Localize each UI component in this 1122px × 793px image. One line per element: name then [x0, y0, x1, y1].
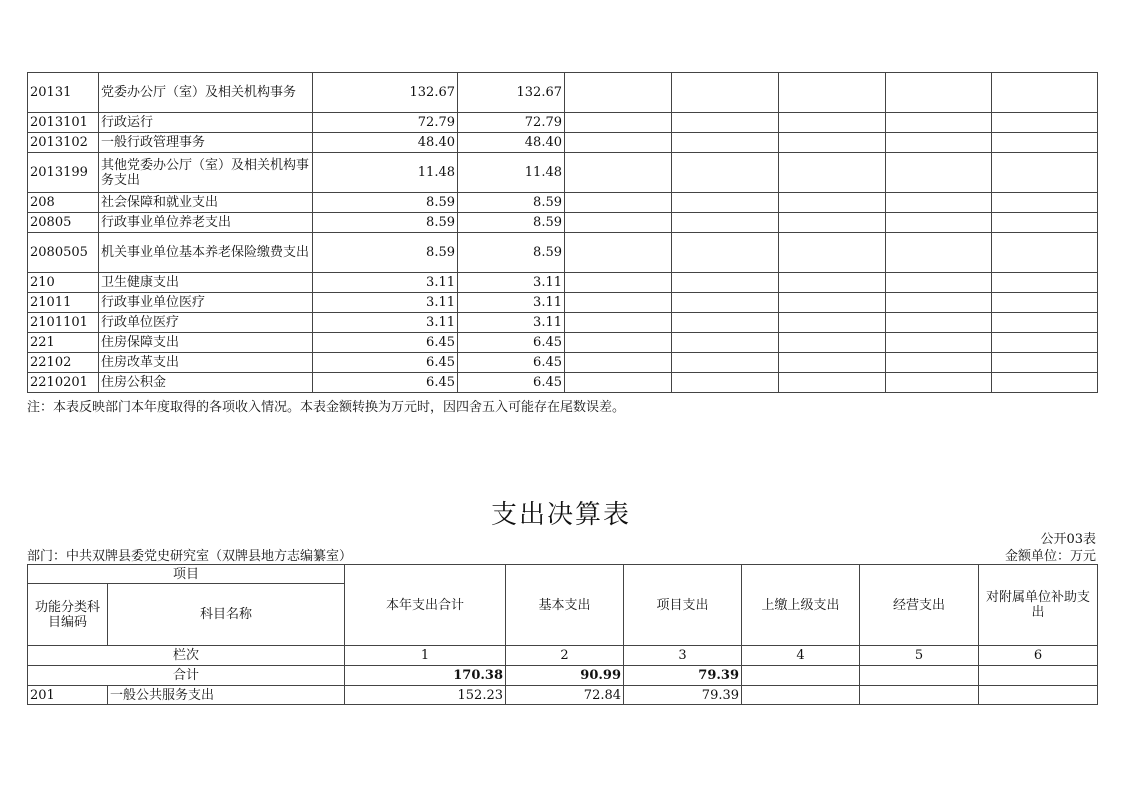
empty-cell: [992, 213, 1098, 233]
empty-cell: [565, 73, 672, 113]
header-code: 功能分类科目编码: [28, 584, 108, 646]
table-row: [28, 686, 1098, 705]
total-subsidy: [979, 666, 1098, 686]
empty-cell: [672, 293, 779, 313]
empty-cell: [886, 133, 992, 153]
empty-cell: [779, 233, 886, 273]
row-name: 一般公共服务支出: [108, 686, 345, 705]
empty-cell: [992, 193, 1098, 213]
row-code: 221: [28, 333, 99, 353]
empty-cell: [565, 153, 672, 193]
row-name: 行政单位医疗: [99, 313, 313, 333]
seq-number: 3: [624, 646, 742, 666]
table-row: [28, 333, 1098, 353]
row-code: 21011: [28, 293, 99, 313]
row-basic: 8.59: [458, 213, 565, 233]
empty-cell: [565, 333, 672, 353]
row-name: 党委办公厅（室）及相关机构事务: [99, 73, 313, 113]
row-name: 住房改革支出: [99, 353, 313, 373]
empty-cell: [565, 213, 672, 233]
report-title: 支出决算表: [490, 500, 631, 530]
empty-cell: [992, 233, 1098, 273]
row-code: 208: [28, 193, 99, 213]
row-basic: 72.84: [506, 686, 624, 705]
table-row: [28, 293, 1098, 313]
row-name: 机关事业单位基本养老保险缴费支出: [99, 233, 313, 273]
row-basic: 8.59: [458, 193, 565, 213]
empty-cell: [886, 213, 992, 233]
header-subsidy: 对附属单位补助支出: [979, 565, 1098, 646]
empty-cell: [886, 73, 992, 113]
empty-cell: [992, 273, 1098, 293]
table-row: [28, 193, 1098, 213]
row-business: [860, 686, 979, 705]
empty-cell: [672, 133, 779, 153]
row-name: 一般行政管理事务: [99, 133, 313, 153]
empty-cell: [992, 353, 1098, 373]
row-total: 3.11: [313, 293, 458, 313]
row-code: 2013102: [28, 133, 99, 153]
row-total: 8.59: [313, 193, 458, 213]
row-basic: 72.79: [458, 113, 565, 133]
row-project: 79.39: [624, 686, 742, 705]
income-detail-table: [27, 72, 1098, 393]
table-row: [28, 113, 1098, 133]
row-code: 20131: [28, 73, 99, 113]
empty-cell: [672, 353, 779, 373]
empty-cell: [886, 293, 992, 313]
header-item: 项目: [28, 565, 345, 584]
empty-cell: [672, 213, 779, 233]
row-name: 行政运行: [99, 113, 313, 133]
row-name: 行政事业单位养老支出: [99, 213, 313, 233]
empty-cell: [886, 193, 992, 213]
empty-cell: [992, 313, 1098, 333]
row-code: 2101101: [28, 313, 99, 333]
expenditure-table: [27, 564, 1098, 705]
empty-cell: [886, 273, 992, 293]
empty-cell: [779, 73, 886, 113]
row-basic: 3.11: [458, 313, 565, 333]
empty-cell: [672, 333, 779, 353]
empty-cell: [779, 353, 886, 373]
row-basic: 8.59: [458, 233, 565, 273]
empty-cell: [565, 133, 672, 153]
row-total: 3.11: [313, 313, 458, 333]
empty-cell: [565, 313, 672, 333]
empty-cell: [779, 113, 886, 133]
empty-cell: [992, 73, 1098, 113]
row-basic: 11.48: [458, 153, 565, 193]
empty-cell: [565, 113, 672, 133]
row-name: 住房公积金: [99, 373, 313, 393]
empty-cell: [992, 373, 1098, 393]
row-basic: 6.45: [458, 333, 565, 353]
row-total: 3.11: [313, 273, 458, 293]
empty-cell: [886, 113, 992, 133]
row-code: 2080505: [28, 233, 99, 273]
table-row: [28, 213, 1098, 233]
row-total: 152.23: [345, 686, 506, 705]
row-total: 132.67: [313, 73, 458, 113]
row-total: 8.59: [313, 213, 458, 233]
total-upper: [742, 666, 860, 686]
row-total: 48.40: [313, 133, 458, 153]
table-row: [28, 153, 1098, 193]
row-code: 2013101: [28, 113, 99, 133]
table-note: 注：本表反映部门本年度取得的各项收入情况。本表金额转换为万元时，因四舍五入可能存在尾数误差。: [27, 400, 626, 415]
empty-cell: [565, 373, 672, 393]
empty-cell: [886, 153, 992, 193]
header-business: 经营支出: [860, 565, 979, 646]
empty-cell: [565, 293, 672, 313]
row-total: 6.45: [313, 333, 458, 353]
total-label: 合计: [28, 666, 345, 686]
table-row: [28, 353, 1098, 373]
empty-cell: [779, 193, 886, 213]
table-row: [28, 313, 1098, 333]
seq-number: 4: [742, 646, 860, 666]
row-basic: 3.11: [458, 273, 565, 293]
row-name: 住房保障支出: [99, 333, 313, 353]
table-row: [28, 133, 1098, 153]
empty-cell: [565, 193, 672, 213]
total-business: [860, 666, 979, 686]
empty-cell: [779, 333, 886, 353]
table-row: [28, 273, 1098, 293]
empty-cell: [672, 193, 779, 213]
empty-cell: [886, 373, 992, 393]
total-project: 79.39: [624, 666, 742, 686]
row-total: 6.45: [313, 353, 458, 373]
table-row: [28, 233, 1098, 273]
seq-number: 6: [979, 646, 1098, 666]
empty-cell: [779, 213, 886, 233]
empty-cell: [565, 233, 672, 273]
row-basic: 48.40: [458, 133, 565, 153]
table-row: [28, 373, 1098, 393]
row-code: 201: [28, 686, 108, 705]
row-basic: 6.45: [458, 373, 565, 393]
header-project: 项目支出: [624, 565, 742, 646]
empty-cell: [565, 273, 672, 293]
row-code: 22102: [28, 353, 99, 373]
empty-cell: [779, 313, 886, 333]
empty-cell: [779, 373, 886, 393]
empty-cell: [886, 353, 992, 373]
empty-cell: [779, 273, 886, 293]
row-total: 11.48: [313, 153, 458, 193]
empty-cell: [886, 233, 992, 273]
empty-cell: [992, 133, 1098, 153]
seq-number: 2: [506, 646, 624, 666]
row-code: 20805: [28, 213, 99, 233]
row-basic: 6.45: [458, 353, 565, 373]
empty-cell: [565, 353, 672, 373]
empty-cell: [672, 373, 779, 393]
row-subsidy: [979, 686, 1098, 705]
amount-unit: 金额单位：万元: [1004, 549, 1096, 564]
row-code: 2013199: [28, 153, 99, 193]
row-code: 210: [28, 273, 99, 293]
empty-cell: [779, 293, 886, 313]
total-amount: 170.38: [345, 666, 506, 686]
header-basic: 基本支出: [506, 565, 624, 646]
form-code: 公开03表: [1040, 532, 1096, 547]
seq-number: 1: [345, 646, 506, 666]
department-line: 部门：中共双牌县委党史研究室（双牌县地方志编纂室）: [27, 549, 353, 564]
row-name: 行政事业单位医疗: [99, 293, 313, 313]
row-total: 6.45: [313, 373, 458, 393]
empty-cell: [886, 313, 992, 333]
empty-cell: [672, 153, 779, 193]
row-basic: 132.67: [458, 73, 565, 113]
row-basic: 3.11: [458, 293, 565, 313]
header-upper: 上缴上级支出: [742, 565, 860, 646]
header-name: 科目名称: [108, 584, 345, 646]
seq-number: 5: [860, 646, 979, 666]
empty-cell: [779, 133, 886, 153]
table-row: [28, 73, 1098, 113]
empty-cell: [672, 73, 779, 113]
empty-cell: [672, 233, 779, 273]
empty-cell: [992, 113, 1098, 133]
header-total: 本年支出合计: [345, 565, 506, 646]
empty-cell: [672, 273, 779, 293]
row-code: 2210201: [28, 373, 99, 393]
empty-cell: [672, 313, 779, 333]
total-basic: 90.99: [506, 666, 624, 686]
row-name: 社会保障和就业支出: [99, 193, 313, 213]
row-upper: [742, 686, 860, 705]
empty-cell: [672, 113, 779, 133]
row-total: 8.59: [313, 233, 458, 273]
empty-cell: [992, 333, 1098, 353]
row-total: 72.79: [313, 113, 458, 133]
empty-cell: [992, 153, 1098, 193]
empty-cell: [992, 293, 1098, 313]
empty-cell: [779, 153, 886, 193]
empty-cell: [886, 333, 992, 353]
row-name: 其他党委办公厅（室）及相关机构事务支出: [99, 153, 313, 193]
row-name: 卫生健康支出: [99, 273, 313, 293]
seq-label: 栏次: [28, 646, 345, 666]
